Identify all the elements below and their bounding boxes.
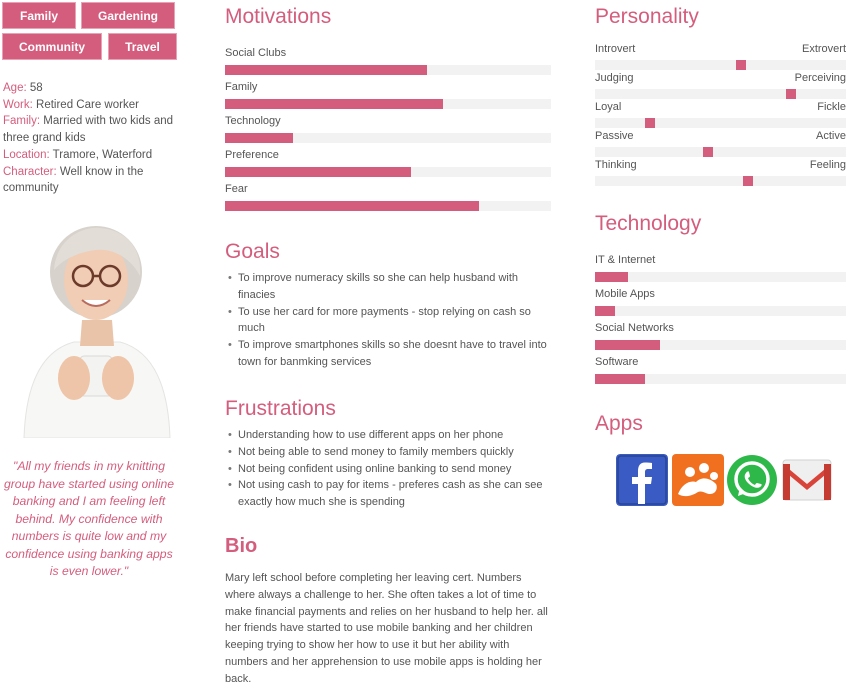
personality-slider-track [595, 176, 846, 186]
personality-right-label: Active [816, 130, 846, 142]
tag-community: Community [2, 33, 102, 60]
frustrations-list [226, 427, 562, 511]
motivation-bar-track [225, 65, 551, 75]
motivation-bar-track [225, 133, 551, 143]
list-item: • Not being able to send money to family members quickly [226, 444, 562, 461]
profile-info [3, 80, 181, 197]
personality-slider-marker [645, 118, 655, 128]
list-item: • To use her card for more payments - stop relying on cash so much [226, 304, 556, 338]
apps-title: Apps [595, 412, 643, 435]
motivation-label: Technology [225, 115, 281, 127]
tag-family: Family [2, 2, 76, 29]
facebook-icon [616, 454, 668, 506]
personality-right-label: Perceiving [794, 72, 846, 84]
technology-label: IT & Internet [595, 254, 656, 266]
technology-bar-fill [595, 306, 615, 316]
personality-right-label: Extrovert [801, 43, 846, 55]
whatsapp-icon [726, 454, 778, 506]
tag-travel: Travel [108, 33, 177, 60]
motivation-bar-track [225, 201, 551, 211]
personality-slider-track [595, 147, 846, 157]
personality-left-label: Loyal [595, 101, 622, 113]
list-item: • Understanding how to use different apps on her phone [226, 427, 562, 444]
frustrations-title: Frustrations [225, 397, 336, 420]
motivation-bar-fill [225, 65, 427, 75]
technology-bar-track [595, 272, 846, 282]
goals-list [226, 270, 556, 371]
technology-title: Technology [595, 212, 702, 235]
motivation-bar-fill [225, 167, 411, 177]
profile-work: Work: Retired Care worker [3, 98, 139, 111]
technology-bar-track [595, 374, 846, 384]
list-item: • To improve numeracy skills so she can help husband with finacies [226, 270, 556, 304]
personality-left-label: Judging [595, 72, 634, 84]
tag-gardening: Gardening [81, 2, 175, 29]
personality-slider-marker [703, 147, 713, 157]
motivations-title: Motivations [225, 5, 332, 28]
bio-text: Mary left school before completing her leaving cert. Numbers where always a challenge to her. She often takes a lot of time to make financial payments and relies on her husband to help her. all her friends have started to use mobile banking and her children keeping trying to show her how to use it but her ability with numbers and her apprehension to use mobile apps is holding her back. [225, 572, 548, 685]
personality-right-label: Fickle [817, 101, 846, 113]
personality-slider-track [595, 118, 846, 128]
technology-bar-fill [595, 374, 645, 384]
motivation-bar-fill [225, 99, 443, 109]
goals-title: Goals [225, 240, 280, 263]
personality-slider-track [595, 60, 846, 70]
motivation-label: Family [225, 81, 258, 93]
motivation-label: Preference [225, 149, 279, 161]
personality-left-label: Passive [595, 130, 634, 142]
motivation-bar-fill [225, 201, 479, 211]
motivation-bar-fill [225, 133, 293, 143]
motivation-bar-track [225, 167, 551, 177]
motivation-label: Fear [225, 183, 248, 195]
persona-quote: "All my friends in my knitting group have started using online banking and I am feeling left behind. My confidence with numbers is quite low and my confidence using banking apps is even lower." [3, 459, 175, 578]
personality-slider-track [595, 89, 846, 99]
list-item: • Not being confident using online banking to send money [226, 461, 562, 478]
profile-age: Age: 58 [3, 82, 43, 94]
personality-title: Personality [595, 5, 699, 28]
technology-label: Mobile Apps [595, 288, 655, 300]
gmail-icon [781, 454, 833, 506]
technology-bar-track [595, 306, 846, 316]
community-app-icon [672, 454, 724, 506]
technology-label: Social Networks [595, 322, 674, 334]
profile-location: Location: Tramore, Waterford [3, 148, 153, 161]
technology-bar-fill [595, 272, 628, 282]
personality-left-label: Introvert [595, 43, 636, 55]
bio-title: Bio [225, 535, 258, 557]
personality-slider-marker [736, 60, 746, 70]
profile-family: Family: Married with two kids and three grand kids [3, 115, 174, 145]
persona-photo [14, 220, 180, 438]
motivation-label: Social Clubs [225, 47, 287, 59]
profile-character: Character: Well know in the community [3, 165, 144, 195]
technology-bar-fill [595, 340, 660, 350]
personality-slider-marker [786, 89, 796, 99]
technology-label: Software [595, 356, 639, 368]
personality-slider-marker [743, 176, 753, 186]
personality-right-label: Feeling [809, 159, 846, 171]
motivation-bar-track [225, 99, 551, 109]
technology-bar-track [595, 340, 846, 350]
list-item: • To improve smartphones skills so she doesnt have to travel into town for banmking services [226, 337, 556, 371]
personality-left-label: Thinking [595, 159, 637, 171]
list-item: • Not using cash to pay for items - preferes cash as she can see exactly how much she is spending [226, 477, 562, 511]
